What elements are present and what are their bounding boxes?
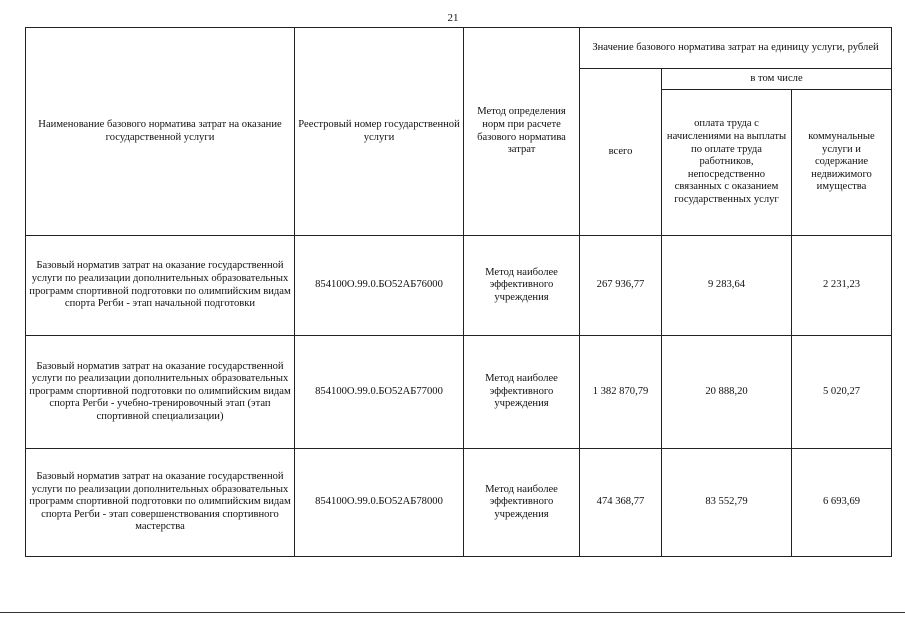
page-number: 21 (447, 12, 459, 24)
header-utilities: коммунальные услуги и содержание недвижимого имущества (792, 90, 892, 236)
row-method: Метод наиболее эффективного учреждения (464, 449, 580, 557)
row-registry: 854100О.99.0.БО52АБ78000 (295, 449, 464, 557)
row-name: Базовый норматив затрат на оказание государственной услуги по реализации дополнительных образовательных программ спортивной подготовки по олимпийским видам спорта Регби - учебно-тренировочный этап (этап спортивной специализации) (26, 336, 295, 449)
row-utilities: 2 231,23 (792, 236, 892, 336)
header-method: Метод определения норм при расчете базового норматива затрат (464, 28, 580, 236)
row-utilities: 6 693,69 (792, 449, 892, 557)
row-utilities: 5 020,27 (792, 336, 892, 449)
row-labor: 83 552,79 (662, 449, 792, 557)
header-value-group: Значение базового норматива затрат на единицу услуги, рублей (580, 28, 892, 69)
row-method: Метод наиболее эффективного учреждения (464, 336, 580, 449)
row-name: Базовый норматив затрат на оказание государственной услуги по реализации дополнительных образовательных программ спортивной подготовки по олимпийским видам спорта Регби - этап начальной подготовки (26, 236, 295, 336)
row-total: 1 382 870,79 (580, 336, 662, 449)
header-name: Наименование базового норматива затрат на оказание государственной услуги (26, 28, 295, 236)
table-row (26, 336, 892, 449)
row-method: Метод наиболее эффективного учреждения (464, 236, 580, 336)
bottom-rule (0, 612, 905, 613)
header-labor: оплата труда с начислениями на выплаты по оплате труда работников, непосредственно связанных с оказанием государственных услуг (662, 90, 792, 236)
table-row (26, 236, 892, 336)
row-total: 267 936,77 (580, 236, 662, 336)
row-name: Базовый норматив затрат на оказание государственной услуги по реализации дополнительных образовательных программ спортивной подготовки по олимпийским видам спорта Регби - этап совершенствования спортивного мастерства (26, 449, 295, 557)
header-registry: Реестровый номер государственной услуги (295, 28, 464, 236)
row-registry: 854100О.99.0.БО52АБ77000 (295, 336, 464, 449)
header-total: всего (580, 69, 662, 236)
row-labor: 20 888,20 (662, 336, 792, 449)
row-total: 474 368,77 (580, 449, 662, 557)
row-labor: 9 283,64 (662, 236, 792, 336)
table-row (26, 449, 892, 557)
row-registry: 854100О.99.0.БО52АБ76000 (295, 236, 464, 336)
norms-table (25, 27, 892, 557)
header-including: в том числе (662, 69, 892, 90)
header-row-1 (26, 28, 892, 69)
